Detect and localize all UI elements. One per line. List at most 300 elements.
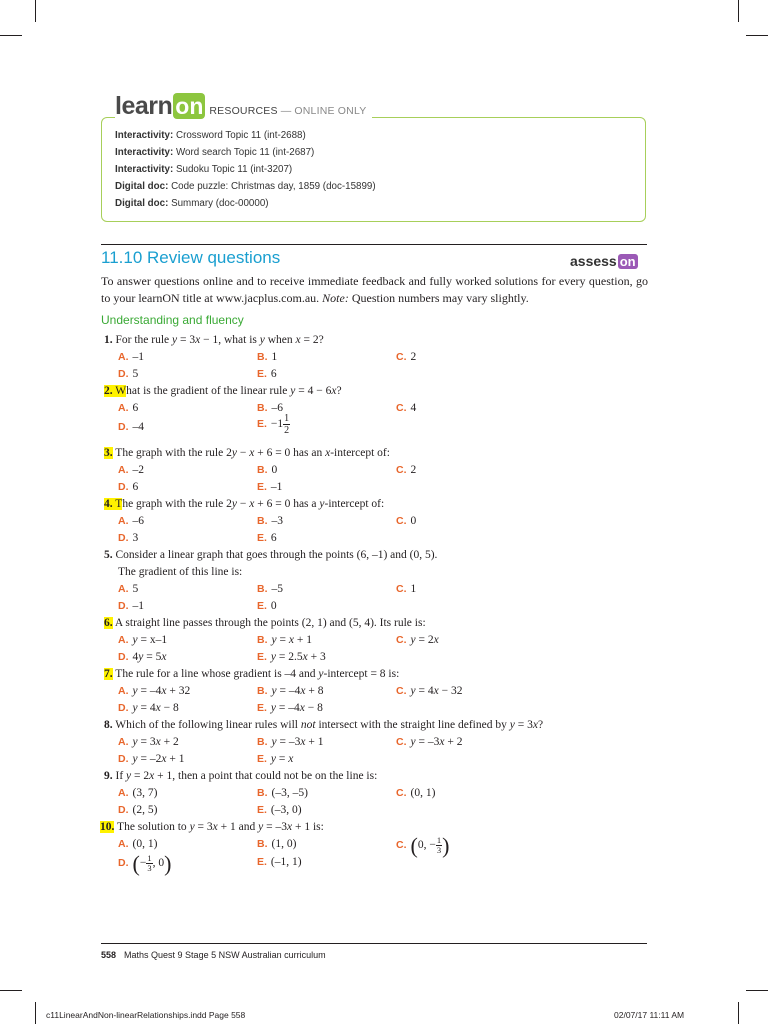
question-text: = –3: [263, 821, 287, 833]
option-text: 0: [410, 515, 417, 527]
var: x: [300, 736, 306, 748]
option-text: –2: [132, 464, 144, 476]
option-text: 3: [132, 532, 139, 544]
question-text: -intercept of:: [330, 447, 390, 459]
option-letter: D.: [118, 481, 129, 493]
option-text: (–3, –5): [271, 787, 308, 799]
fraction: [283, 413, 290, 436]
question-text: + 6 = 0 has an: [254, 447, 326, 459]
var: y: [319, 498, 325, 510]
option-text: –4: [132, 421, 144, 433]
section-intro: [101, 273, 648, 307]
crop-mark: [0, 35, 22, 36]
option-c[interactable]: [396, 632, 439, 649]
var: y: [290, 385, 296, 397]
option-e[interactable]: [257, 366, 277, 383]
option-letter: D.: [118, 753, 129, 765]
question-8: [104, 717, 543, 734]
option-letter: E.: [257, 753, 267, 765]
option-letter: E.: [257, 481, 267, 493]
option-letter: C.: [396, 787, 407, 799]
crop-mark: [746, 990, 768, 991]
option-a[interactable]: [118, 581, 138, 598]
var: x: [295, 334, 301, 346]
section-rule: [101, 244, 647, 245]
question-text: W: [115, 385, 127, 397]
question-text: intersect with the straight line defined by: [315, 719, 510, 731]
var: y: [132, 702, 138, 714]
question-text: For the rule: [115, 334, 173, 346]
paren-open: (: [410, 833, 418, 858]
file-slug: c11LinearAndNon-linearRelationships.indd Page 558: [46, 1010, 246, 1020]
crop-mark: [35, 0, 36, 22]
option-text: –3: [271, 515, 283, 527]
intro-text-end: Question numbers may vary slightly.: [348, 291, 529, 305]
highlight: [104, 668, 113, 680]
page-footer: [101, 950, 326, 960]
resource-item[interactable]: [115, 161, 376, 178]
date-slug: 02/07/17 11:11 AM: [614, 1010, 685, 1020]
option-e[interactable]: [257, 802, 302, 819]
option-e[interactable]: [257, 854, 302, 871]
crop-mark: [746, 35, 768, 36]
fraction-numerator: 1: [436, 835, 442, 845]
option-text: + 2: [444, 736, 463, 748]
var: y: [132, 634, 138, 646]
var: y: [410, 736, 416, 748]
var: y: [410, 685, 416, 697]
option-text: = 3: [137, 736, 156, 748]
option-text: = 2: [415, 634, 434, 646]
paren-close: ): [164, 851, 172, 876]
learnon-logo: [115, 92, 372, 122]
option-letter: E.: [257, 856, 267, 868]
option-e[interactable]: [257, 751, 293, 768]
option-letter: A.: [118, 464, 129, 476]
option-a[interactable]: [118, 683, 190, 700]
option-letter: E.: [257, 702, 267, 714]
option-text: = –4: [276, 702, 300, 714]
option-text: − 32: [438, 685, 463, 697]
option-letter: A.: [118, 736, 129, 748]
question-text: The graph with the rule 2: [115, 447, 232, 459]
fraction-numerator: 1: [284, 413, 290, 424]
option-text: (3, 7): [132, 787, 158, 799]
question-text: = 3: [194, 821, 213, 833]
question-number: 8.: [104, 719, 113, 731]
option-b[interactable]: [257, 785, 308, 802]
option-letter: E.: [257, 804, 267, 816]
question-text: = 2?: [300, 334, 324, 346]
option-letter: B.: [257, 736, 268, 748]
option-text: = –3: [276, 736, 301, 748]
option-letter: C.: [396, 351, 407, 363]
option-b[interactable]: [257, 632, 312, 649]
option-c[interactable]: [396, 833, 450, 858]
var: y: [410, 634, 416, 646]
option-letter: B.: [257, 402, 268, 414]
question-text: ?: [537, 719, 544, 731]
option-letter: B.: [257, 838, 268, 850]
question-text: + 1 is:: [292, 821, 324, 833]
option-text: 0: [270, 600, 277, 612]
option-d[interactable]: [118, 851, 172, 876]
resource-text: Crossword Topic 11 (int-2688): [173, 130, 306, 141]
option-text: + 3: [307, 651, 326, 663]
question-number: 5.: [104, 549, 113, 561]
option-e[interactable]: [257, 700, 323, 717]
option-letter: C.: [396, 839, 407, 852]
option-text: –1: [132, 351, 144, 363]
highlight: [104, 385, 126, 397]
option-text: =: [276, 634, 289, 646]
option-letter: E.: [257, 532, 267, 544]
option-b[interactable]: [257, 513, 283, 530]
question-number: 10.: [100, 821, 115, 833]
question-text: + 6 = 0 has a: [254, 498, 320, 510]
footer-rule: [101, 943, 647, 944]
var: x: [433, 634, 439, 646]
question-text: + 1 and: [217, 821, 259, 833]
resources-list: [115, 127, 376, 212]
var: y: [132, 753, 138, 765]
option-text: = 4: [415, 685, 434, 697]
option-letter: A.: [118, 787, 129, 799]
var: y: [271, 736, 277, 748]
var: x: [331, 385, 337, 397]
question-number: 6.: [104, 617, 113, 629]
option-letter: E.: [257, 368, 267, 380]
option-b[interactable]: [257, 836, 296, 853]
var: x: [161, 753, 167, 765]
option-text: 6: [132, 481, 139, 493]
option-text: = 4: [137, 702, 156, 714]
var: x: [288, 634, 294, 646]
var: y: [509, 719, 515, 731]
option-d[interactable]: [118, 366, 138, 383]
question-text: ?: [336, 385, 342, 397]
question-6: [104, 615, 426, 632]
var: x: [195, 334, 201, 346]
resource-kind: Interactivity:: [115, 130, 174, 141]
intro-note-label: Note:: [322, 291, 349, 305]
resource-kind: Digital doc:: [115, 181, 169, 192]
option-c[interactable]: [396, 581, 416, 598]
var: x: [433, 685, 439, 697]
option-text: –5: [271, 583, 283, 595]
question-number: 2.: [104, 385, 113, 397]
var: y: [138, 651, 144, 663]
resource-text: Sudoku Topic 11 (int-3207): [173, 164, 293, 175]
option-text: = 5: [143, 651, 162, 663]
option-a[interactable]: [118, 349, 144, 366]
option-letter: A.: [118, 402, 129, 414]
option-letter: B.: [257, 515, 268, 527]
fraction-denominator: 2: [284, 425, 290, 436]
highlight: [104, 447, 113, 459]
section-title: 11.10 Review questions: [101, 248, 281, 267]
var: y: [231, 447, 237, 459]
option-letter: C.: [396, 402, 407, 414]
option-e[interactable]: [257, 649, 326, 666]
intro-text: To answer questions online and to receive immediate feedback and fully worked solutions for every question, go to your learnON title at www.jacplus.com.au.: [101, 274, 648, 305]
book-title: Maths Quest 9 Stage 5 NSW Australian curriculum: [124, 950, 326, 960]
subheading-understanding: Understanding and fluency: [101, 313, 244, 327]
resource-kind: Digital doc:: [115, 198, 169, 209]
question-2: [104, 383, 342, 400]
fraction-numerator: 1: [147, 853, 152, 863]
option-c[interactable]: [396, 462, 416, 479]
option-text: (–3, 0): [270, 804, 302, 816]
var: y: [172, 334, 178, 346]
option-letter: D.: [118, 702, 129, 714]
option-letter: D.: [118, 421, 129, 433]
option-d[interactable]: [118, 530, 138, 547]
question-text: The solution to: [117, 821, 190, 833]
highlight: [104, 617, 113, 629]
crop-mark: [35, 1002, 36, 1024]
option-d[interactable]: [118, 479, 138, 496]
option-letter: C.: [396, 736, 407, 748]
question-number: 1.: [104, 334, 113, 346]
option-b[interactable]: [257, 683, 323, 700]
learnon-logo-on: on: [175, 93, 204, 119]
question-1: [104, 332, 324, 349]
resource-item[interactable]: [115, 178, 376, 195]
option-letter: D.: [118, 600, 129, 612]
question-text: Consider a linear graph that goes through the points (6, –1) and (0, 5).: [115, 549, 438, 561]
question-text: If: [115, 770, 127, 782]
option-b[interactable]: [257, 734, 323, 751]
crop-mark: [738, 1002, 739, 1024]
resource-kind: Interactivity:: [115, 164, 174, 175]
option-d[interactable]: [118, 802, 157, 819]
var: x: [288, 753, 294, 765]
option-text: –1: [270, 481, 283, 493]
option-c[interactable]: [396, 349, 416, 366]
question-text: The gradient of this line is:: [118, 566, 243, 578]
assesson-logo-on: on: [619, 253, 636, 269]
question-number: 7.: [104, 668, 113, 680]
question-4: [104, 496, 384, 513]
question-text: = 4 − 6: [295, 385, 332, 397]
resource-kind: Interactivity:: [115, 147, 174, 158]
option-b[interactable]: [257, 581, 283, 598]
var: x: [212, 821, 218, 833]
question-text: −: [236, 447, 250, 459]
var: y: [270, 753, 277, 765]
resource-item[interactable]: [115, 144, 376, 161]
var: x: [299, 702, 305, 714]
learnon-logo-learn: learn: [115, 92, 173, 120]
var: x: [532, 719, 538, 731]
option-text: 6: [270, 368, 277, 380]
question-text: when: [264, 334, 296, 346]
option-letter: B.: [257, 787, 268, 799]
question-text: Which of the following linear rules will: [115, 719, 301, 731]
option-text: + 1: [293, 634, 312, 646]
option-a[interactable]: [118, 785, 157, 802]
question-text: − 1, what is: [200, 334, 260, 346]
option-letter: D.: [118, 804, 129, 816]
online-only-label: ONLINE ONLY: [294, 105, 367, 117]
option-text: + 8: [305, 685, 324, 697]
option-text: + 2: [160, 736, 179, 748]
option-letter: C.: [396, 685, 407, 697]
var: y: [189, 821, 195, 833]
var: y: [270, 651, 277, 663]
option-text: 0: [271, 464, 278, 476]
question-text: hat is the gradient of the linear rule: [126, 385, 291, 397]
var: y: [258, 821, 264, 833]
resource-item[interactable]: [115, 127, 376, 144]
option-letter: C.: [396, 515, 407, 527]
var: y: [318, 668, 324, 680]
option-text: −1: [270, 418, 284, 431]
question-text: T: [115, 498, 123, 510]
option-letter: B.: [257, 685, 268, 697]
resource-text: Summary (doc-00000): [168, 198, 269, 209]
option-text: 6: [270, 532, 277, 544]
option-letter: C.: [396, 583, 407, 595]
option-letter: B.: [257, 464, 268, 476]
question-text: = 2: [131, 770, 150, 782]
option-a[interactable]: [118, 513, 144, 530]
option-c[interactable]: [396, 513, 416, 530]
option-c[interactable]: [396, 734, 462, 751]
option-text: 4: [132, 651, 139, 663]
option-text: , 0: [152, 857, 165, 870]
crop-mark: [738, 0, 739, 22]
option-text: –1: [132, 600, 144, 612]
option-letter: A.: [118, 634, 129, 646]
option-text: 5: [132, 368, 139, 380]
option-a[interactable]: [118, 632, 167, 649]
option-letter: D.: [118, 651, 129, 663]
var: x: [249, 447, 255, 459]
option-text: –6: [132, 515, 144, 527]
option-a[interactable]: [118, 734, 179, 751]
resource-item[interactable]: [115, 195, 376, 212]
page-number: 558: [101, 950, 117, 960]
option-text: (0, 1): [132, 838, 158, 850]
option-text: 1: [410, 583, 417, 595]
option-text: = –4: [276, 685, 301, 697]
var: x: [300, 685, 306, 697]
fraction-denominator: 3: [436, 845, 442, 855]
option-d[interactable]: [118, 751, 184, 768]
option-text: 2: [410, 351, 417, 363]
question-number: 3.: [104, 447, 113, 459]
option-text: –6: [271, 402, 283, 414]
option-c[interactable]: [396, 785, 435, 802]
option-text: (2, 5): [132, 804, 158, 816]
option-text: 5: [132, 583, 139, 595]
question-5-line-2: [118, 564, 242, 581]
var: x: [161, 651, 167, 663]
option-letter: A.: [118, 838, 129, 850]
option-c[interactable]: [396, 400, 416, 417]
option-c[interactable]: [396, 683, 462, 700]
option-a[interactable]: [118, 462, 144, 479]
paren-close: ): [442, 833, 450, 858]
option-b[interactable]: [257, 462, 277, 479]
option-e[interactable]: [257, 479, 282, 496]
option-letter: A.: [118, 515, 129, 527]
resource-text: Code puzzle: Christmas day, 1859 (doc-15899): [168, 181, 376, 192]
option-e[interactable]: [257, 530, 277, 547]
option-letter: E.: [257, 651, 267, 663]
var: y: [259, 334, 265, 346]
option-letter: D.: [118, 532, 129, 544]
option-letter: A.: [118, 351, 129, 363]
option-text: 0, −: [417, 839, 436, 852]
option-d[interactable]: [118, 419, 144, 436]
option-text: − 8: [160, 702, 179, 714]
var: x: [249, 498, 255, 510]
var: x: [286, 821, 293, 833]
option-text: (1, 0): [271, 838, 297, 850]
option-letter: A.: [118, 685, 129, 697]
question-text: -intercept of:: [324, 498, 385, 510]
question-number: 4.: [104, 498, 113, 510]
option-text: = x–1: [137, 634, 168, 646]
option-e[interactable]: [257, 598, 277, 615]
option-e[interactable]: [257, 413, 290, 436]
question-3: [104, 445, 390, 462]
option-letter: D.: [118, 857, 129, 870]
var: x: [161, 685, 167, 697]
question-10: [100, 819, 324, 836]
option-text: + 1: [166, 753, 185, 765]
highlight: [104, 498, 122, 510]
var: x: [325, 447, 331, 459]
question-5: [104, 547, 437, 564]
question-text: A straight line passes through the points (2, 1) and (5, 4). Its rule is:: [114, 617, 426, 629]
option-text: (–1, 1): [270, 856, 302, 868]
option-text: = 2.5: [276, 651, 303, 663]
var: y: [271, 685, 277, 697]
question-7: [104, 666, 399, 683]
option-d[interactable]: [118, 598, 144, 615]
question-text: The rule for a line whose gradient is –4 and: [115, 668, 319, 680]
assesson-logo-assess: assess: [570, 253, 617, 269]
var: x: [439, 736, 445, 748]
question-text: + 1, then a point that could not be on the line is:: [154, 770, 378, 782]
question-text: -intercept = 8 is:: [323, 668, 400, 680]
option-text: + 1: [305, 736, 324, 748]
question-9: [104, 768, 377, 785]
option-letter: B.: [257, 583, 268, 595]
crop-mark: [0, 990, 22, 991]
option-letter: E.: [257, 600, 267, 612]
option-d[interactable]: [118, 649, 166, 666]
option-d[interactable]: [118, 700, 179, 717]
option-text: 6: [132, 402, 139, 414]
var: x: [155, 736, 161, 748]
var: y: [132, 685, 138, 697]
option-text: = –3: [415, 736, 440, 748]
var: x: [149, 770, 155, 782]
question-text: he graph with the rule 2: [122, 498, 232, 510]
option-text: 1: [271, 351, 278, 363]
var: x: [302, 651, 308, 663]
option-b[interactable]: [257, 349, 277, 366]
resources-label: RESOURCES: [209, 105, 278, 117]
highlight: [100, 821, 114, 833]
question-text: = 3: [177, 334, 196, 346]
option-a[interactable]: [118, 400, 138, 417]
